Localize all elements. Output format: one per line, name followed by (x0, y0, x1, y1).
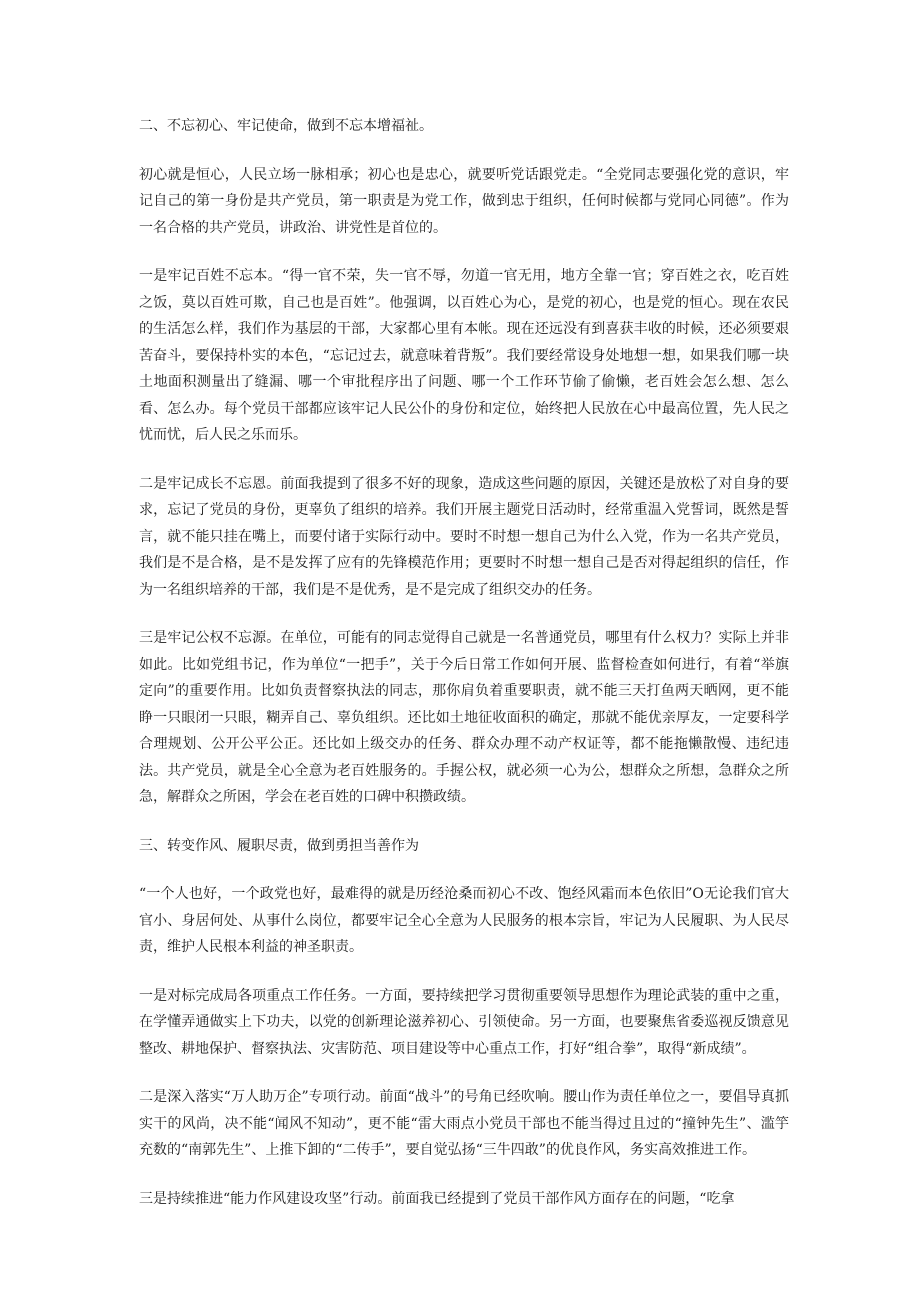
paragraph-quote-integrity: “一个人也好，一个政党也好，最难得的就是历经沧桑而初心不改、饱经风霜而本色依旧”O无论我们官大官小、身居何处、从事什么岗位，都要牢记全心全意为人民服务的根本宗旨，牢记为人民履职、为人民尽责，维护人民根本利益的神圣职责。 (139, 886, 789, 955)
paragraph-remember-public-power: 三是牢记公权不忘源。在单位，可能有的同志觉得自己就是一名普通党员，哪里有什么权力？实际上并非如此。比如党组书记，作为单位“一把手”，关于今后日常工作如何开展、监督检查如何进行，有着“举旗定向”的重要作用。比如负责督察执法的同志，那你肩负着重要职责，就不能三天打鱼两天晒网，更不能睁一只眼闭一只眼，糊弄自己、辜负组织。还比如土地征收面积的确定，那就不能优亲厚友，一定要科学合理规划、公开公平公正。还比如上级交办的任务、群众办理不动产权证等，都不能拖懒散慢、违纪违法。共产党员，就是全心全意为老百姓服务的。手握公权，就必须一心为公，想群众之所想，急群众之所急，解群众之所困，学会在老百姓的口碑中积攒政绩。 (139, 630, 789, 805)
paragraph-remember-growth: 二是牢记成长不忘恩。前面我提到了很多不好的现象，造成这些问题的原因，关键还是放松了对自身的要求，忘记了党员的身份，更辜负了组织的培养。我们开展主题党日活动时，经常重温入党誓词，既然是誓言，就不能只挂在嘴上，而要付诸于实际行动中。要时不时想一想自己为什么入党，作为一名共产党员，我们是不是合格，是不是发挥了应有的先锋模范作用；更要时不时想一想自己是否对得起组织的信任，作为一名组织培养的干部，我们是不是优秀，是不是完成了组织交办的任务。 (139, 475, 789, 598)
paragraph-key-tasks: 一是对标完成局各项重点工作任务。一方面，要持续把学习贯彻重要领导思想作为理论武装的重中之重，在学懂弄通做实上下功夫，以党的创新理论滋养初心、引领使命。另一方面，也要聚焦省委巡视反馈意见整改、耕地保护、督察执法、灾害防范、项目建设等中心重点工作，打好“组合拳”，取得“新成绩”。 (139, 987, 789, 1057)
document-body (139, 113, 789, 1234)
paragraph-original-aspiration: 初心就是恒心，人民立场一脉相承；初心也是忠心，就要听党话跟党走。“全党同志要强化党的意识，牢记自己的第一身份是共产党员，第一职责是为党工作，做到忠于组织，任何时候都与党同心同德”。作为一名合格的共产党员，讲政治、讲党性是首位的。 (139, 166, 789, 236)
paragraph-capability-action: 三是持续推进“能力作风建设攻坚”行动。前面我已经提到了党员干部作风方面存在的问题，“吃拿 (139, 1190, 735, 1207)
section-heading-2: 二、不忘初心、牢记使命，做到不忘本增福祉。 (139, 118, 433, 134)
paragraph-remember-people: 一是牢记百姓不忘本。“得一官不荣，失一官不辱，勿道一官无用，地方全靠一官；穿百姓之衣，吃百姓之饭，莫以百姓可欺，自己也是百姓”。他强调，以百姓心为心，是党的初心，也是党的恒心。现在农民的生活怎么样，我们作为基层的干部，大家都心里有本帐。现在还远没有到喜获丰收的时候，还必须要艰苦奋斗，要保持朴实的本色，“忘记过去，就意味着背叛”。我们要经常设身处地想一想，如果我们哪一块土地面积测量出了缝漏、哪一个审批程序出了问题、哪一个工作环节偷了偷懒，老百姓会怎么想、怎么看、怎么办。每个党员干部都应该牢记人民公仆的身份和定位，始终把人民放在心中最高位置，先人民之忧而忧，后人民之乐而乐。 (139, 268, 789, 443)
section-heading-3: 三、转变作风、履职尽责，做到勇担当善作为 (139, 837, 419, 854)
paragraph-enterprise-action: 二是深入落实“万人助万企”专项行动。前面“战斗”的号角已经吹响。腰山作为责任单位之一，要倡导真抓实干的风尚，决不能“闻风不知动”，更不能“雷大雨点小党员干部也不能当得过且过的“撞钟先生”、滥竽充数的“南郭先生”、上推下卸的“二传手”，要自觉弘扬“三牛四敢”的优良作风，务实高效推进工作。 (139, 1089, 789, 1158)
